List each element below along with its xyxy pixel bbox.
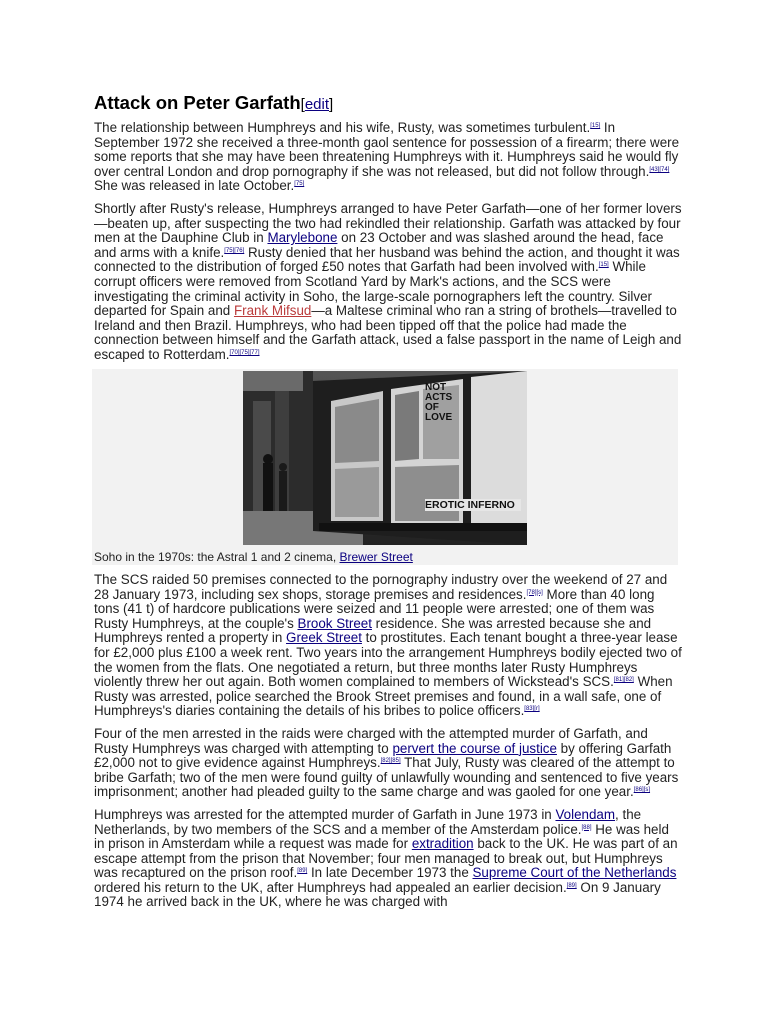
reference-link[interactable]: [75] <box>294 181 305 188</box>
reference-link[interactable]: [70][75][77] <box>229 349 260 356</box>
reference-link[interactable]: [88] <box>581 824 592 831</box>
edit-link[interactable]: edit <box>304 96 329 113</box>
reference-link[interactable]: [15] <box>598 262 609 269</box>
paragraph-4: Four of the men arrested in the raids were charged with the attempted murder of Garfath, and Rusty Humphreys was charged with attempting to pervert the course of justice by offering Garfath £2,000 not to give evidence against Humphreys.[82][85] That July, Rusty was cleared of the attempt to bribe Garfath; two of the men were found guilty of unlawfully wounding and sentenced to five years imprisonment; another had pleaded guilty to the same charge and was gaoled for one year.[86][s] <box>94 725 679 800</box>
reference-link[interactable]: [86][s] <box>633 787 651 794</box>
article-section <box>94 92 684 371</box>
link-supreme-court-netherlands[interactable]: Supreme Court of the Netherlands <box>472 865 677 881</box>
poster-banner-text: EROTIC INFERNO <box>425 499 521 511</box>
link-brewer-street[interactable]: Brewer Street <box>339 550 413 564</box>
link-marylebone[interactable]: Marylebone <box>267 230 338 246</box>
link-volendam[interactable]: Volendam <box>555 806 616 822</box>
reference-link[interactable]: [75][76] <box>224 247 245 254</box>
cinema-photo[interactable] <box>243 371 527 545</box>
figure-caption: Soho in the 1970s: the Astral 1 and 2 cinema, Brewer Street <box>94 550 413 564</box>
article-section-continued <box>94 573 682 918</box>
link-pervert-course-of-justice[interactable]: pervert the course of justice <box>392 740 557 756</box>
paragraph-1: The relationship between Humphreys and his wife, Rusty, was sometimes turbulent.[15] In September 1972 she received a three-month gaol sentence for possession of a firearm; there were some reports that she may have been threatening Humphreys with it. Humphreys said he would fly over central London and drop pornography if she was not released, but did not follow through.[43][74] She was released in late October.[75] <box>94 120 680 194</box>
poster-text: NOT ACTS OF LOVE <box>425 382 453 423</box>
reference-link[interactable]: [89] <box>566 882 577 889</box>
cinema-photo-image <box>243 371 527 545</box>
reference-link[interactable]: [15] <box>590 123 601 129</box>
paragraph-2: Shortly after Rusty's release, Humphreys arranged to have Peter Garfath—one of her former lovers—beaten up, after suspecting the two had rekindled their relationship. Garfath was attacked by four men at the Dauphine Club in Marylebone on 23 October and was slashed around the head, face and arms with a knife.[75][76] Rusty denied that her husband was behind the action, and thought it was connected to the distribution of forged £50 notes that Garfath had been involved with.[15] While corrupt officers were removed from Scotland Yard by Mark's actions, and the SCS were investigating the criminal activity in Soho, the large-scale pornographers left the country. Silver departed for Spain and Frank Mifsud—a Maltese criminal who ran a string of brothels—travelled to Ireland and then Brazil. Humphreys, who had been tipped off that the police had made the connection between himself and the Garfath attack, used a false passport in the name of Leigh and escaped to Rotterdam.[70][75][77] <box>94 200 682 362</box>
link-extradition[interactable]: extradition <box>411 836 474 852</box>
reference-link[interactable]: [78][s] <box>526 589 543 596</box>
link-greek-street[interactable]: Greek Street <box>286 630 362 646</box>
paragraph-5: Humphreys was arrested for the attempted murder of Garfath in June 1973 in Volendam, the Netherlands, by two members of the SCS and a member of the Amsterdam police.[88] He was held in prison in Amsterdam while a request was made for extradition back to the UK. He was part of an escape attempt from the prison that November; four men managed to break out, but Humphreys was recaptured on the prison roof.[89] In late December 1973 the Supreme Court of the Netherlands ordered his return to the UK, after Humphreys had appealed an earlier decision.[89] On 9 January 1974 he arrived back in the UK, where he was charged with <box>94 806 678 910</box>
paragraph-3: The SCS raided 50 premises connected to the pornography industry over the weekend of 27 and 28 January 1973, including sex shops, storage premises and residences.[78][s] More than 40 long tons (41 t) of hardcore publications were seized and 11 people were arrested; one of them was Rusty Humphreys, at the couple's Brook Street residence. She was arrested because she and Humphreys rented a property in Greek Street to prostitutes. Each tenant bought a three-year lease for £2,000 plus £100 a week rent. Two years into the arrangement Humphreys bodily ejected two of the women from the flats. One negotiated a return, but three months later Rusty Humphreys violently threw her out again. Both women complained to members of Wickstead's SCS.[81][82] When Rusty was arrested, police searched the Brook Street premises and found, in a wall safe, one of Humphreys's diaries containing the details of his bribes to police officers.[83][r] <box>94 572 682 719</box>
link-brook-street[interactable]: Brook Street <box>297 615 372 631</box>
edit-section: [edit] <box>300 96 334 113</box>
section-title: Attack on Peter Garfath <box>94 92 301 113</box>
link-frank-mifsud[interactable]: Frank Mifsud <box>233 303 312 319</box>
section-heading <box>94 92 684 116</box>
reference-link[interactable]: [81][82] <box>613 677 634 684</box>
figure-thumb <box>92 369 678 565</box>
reference-link[interactable]: [43][74] <box>649 166 670 173</box>
reference-link[interactable]: [89] <box>297 868 308 875</box>
reference-link[interactable]: [82][85] <box>380 758 401 765</box>
reference-link[interactable]: [83][r] <box>524 706 540 713</box>
